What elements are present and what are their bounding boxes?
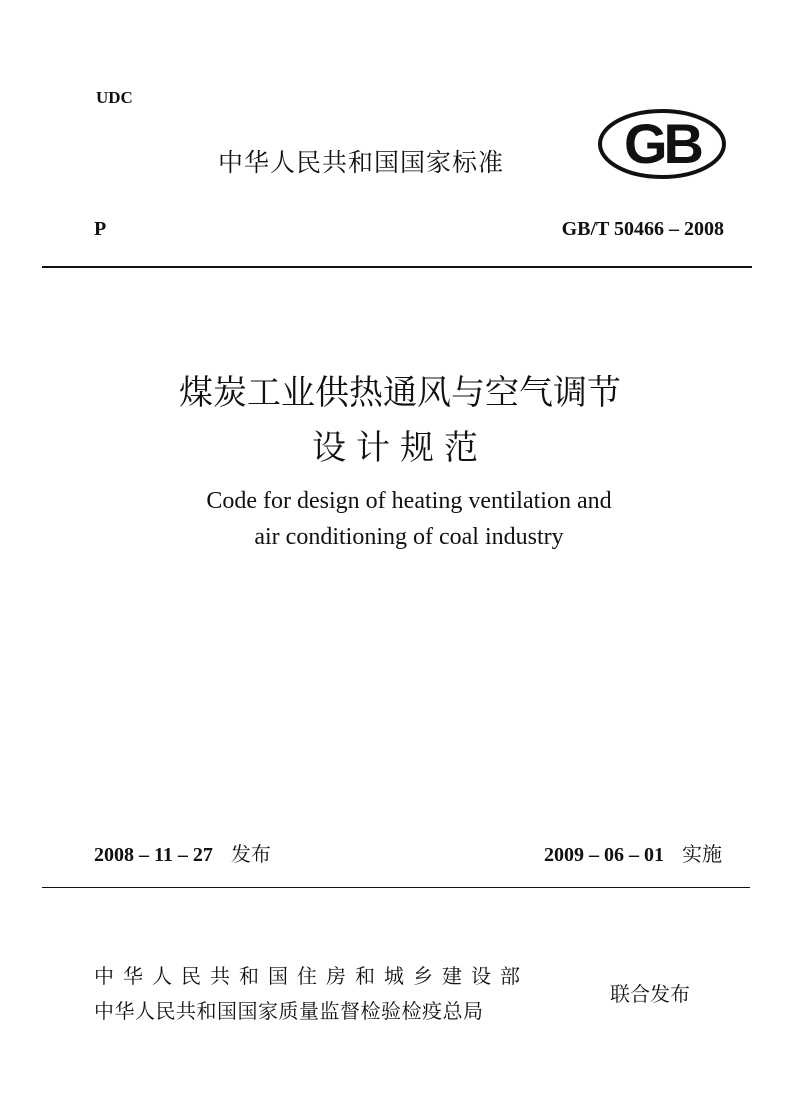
gb-logo [596,108,728,180]
publish-date-block [94,838,271,867]
bottom-divider [42,887,750,888]
gb-logo-text: GB [624,112,700,175]
category-code: P [94,218,107,240]
implement-label: 实施 [682,842,722,866]
issuer-line1: 中华人民共和国住房和城乡建设部 [94,964,529,988]
title-cn-line2: 设计规范 [312,428,488,468]
top-divider [42,266,752,268]
implement-date-block [544,838,722,867]
joint-publish-label: 联合发布 [610,982,690,1006]
publish-label: 发布 [230,842,271,866]
title-en-line2: air conditioning of coal industry [254,524,564,550]
title-en-line1: Code for design of heating ventilation and [206,488,612,514]
implement-date: 2009 – 06 – 01 [544,844,664,866]
publish-date: 2008 – 11 – 27 [94,844,213,866]
issuer-line2: 中华人民共和国国家质量监督检验检疫总局 [94,999,484,1023]
standard-type-title: 中华人民共和国国家标准 [218,148,505,177]
title-cn-line1: 煤炭工业供热通风与空气调节 [179,373,621,413]
udc-label: UDC [96,88,133,107]
standard-number: GB/T 50466 – 2008 [561,218,724,240]
